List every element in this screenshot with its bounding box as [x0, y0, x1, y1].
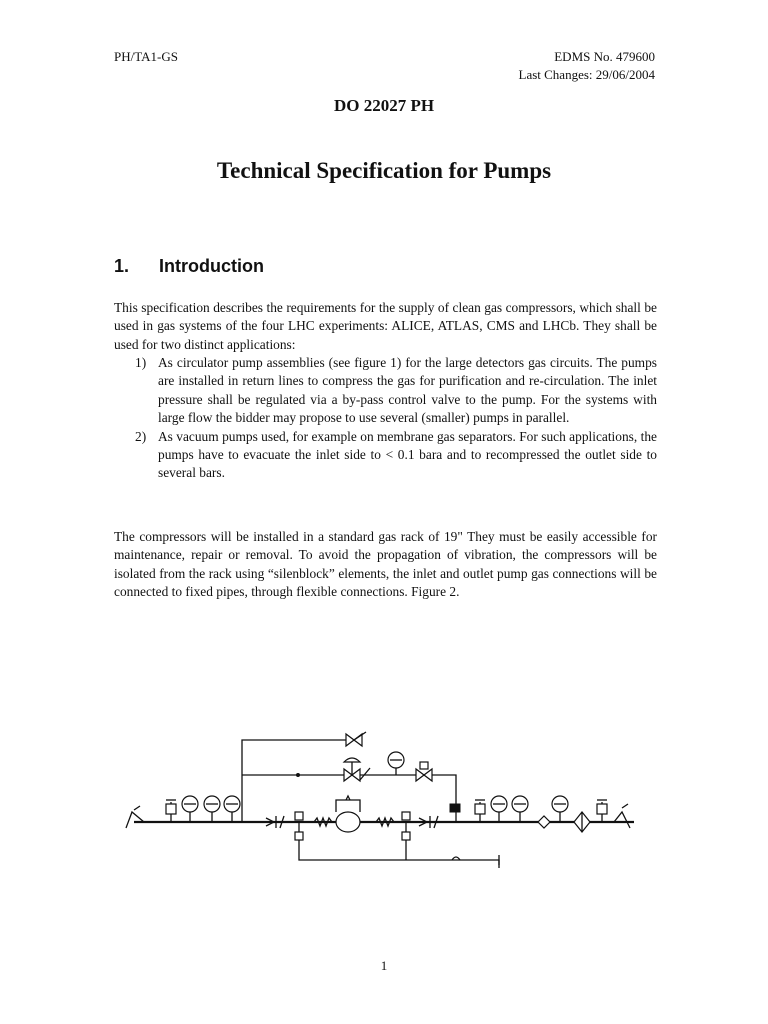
pressure-gauge-icon [182, 796, 198, 822]
pressure-gauge-icon [388, 752, 404, 775]
list-marker: 1) [135, 355, 147, 370]
drain-line [299, 822, 499, 865]
valve-icon [614, 804, 630, 828]
list-item-text: As vacuum pumps used, for example on membrane gas separators. For such applications, the pumps have to evacuate the inlet side to < 0.1 bara and to recompressed the outlet side to several bars. [158, 428, 657, 481]
section-heading [114, 256, 264, 277]
pump-icon [336, 796, 360, 832]
drain-end-icon [452, 855, 499, 868]
pressure-gauge-icon [491, 796, 507, 822]
pressure-gauge-icon [552, 796, 568, 822]
document-number: DO 22027 PH [333, 96, 435, 115]
page-number: 1 [380, 958, 388, 973]
installation-paragraph: The compressors will be installed in a standard gas rack of 19" They must be easily accessible for maintenance, repair or removal. To avoid the propagation of vibration, the compressors will be isolated from the rack using “silenblock” elements, the inlet and outlet pump gas connections will be connected to fixed pipes, through flexible connections. Figure 2. [114, 529, 657, 600]
pressure-gauge-icon [204, 796, 220, 822]
list-item-text: As circulator pump assemblies (see figure 1) for the large detectors gas circuits. The pumps are installed in return lines to compress the gas for purification and re-circulation. The inlet pressure shall be regulated via a by-pass control valve to the pump. For the systems with large flow the bidder may propose to use several (smaller) pumps in parallel. [158, 355, 657, 426]
bypass-line-top [242, 740, 354, 822]
list-marker: 2) [135, 428, 147, 444]
valve-icon [126, 806, 144, 828]
list-item [114, 428, 657, 483]
pressure-regulator-icon [416, 762, 432, 781]
header-right [519, 48, 656, 84]
pump-circuit-diagram [114, 700, 654, 880]
last-changes: Last Changes: 29/06/2004 [518, 67, 655, 82]
pressure-switch-icon [166, 800, 176, 822]
applications-list [114, 354, 657, 483]
junction-dot [297, 774, 300, 777]
control-valve-icon [346, 732, 366, 746]
flow-meter-icon [450, 804, 460, 812]
pressure-switch-icon [475, 800, 485, 822]
pressure-gauge-icon [224, 796, 240, 822]
check-valve-icon [538, 816, 550, 828]
list-item [114, 354, 657, 428]
edms-number: EDMS No. 479600 [554, 49, 655, 64]
control-valve-icon [344, 758, 370, 781]
section-title: Introduction [159, 256, 264, 276]
document-title: Technical Specification for Pumps [216, 158, 552, 183]
filter-icon [574, 812, 590, 832]
intro-paragraph: This specification describes the requirements for the supply of clean gas compressors, which shall be used in gas systems of the four LHC experiments: ALICE, ATLAS, CMS and LHCb. They shall be used for two distinct applications: [114, 300, 657, 352]
section-number: 1. [114, 256, 130, 276]
pressure-switch-icon [597, 800, 607, 822]
pressure-gauge-icon [512, 796, 528, 822]
header-left: PH/TA1-GS [114, 49, 178, 64]
